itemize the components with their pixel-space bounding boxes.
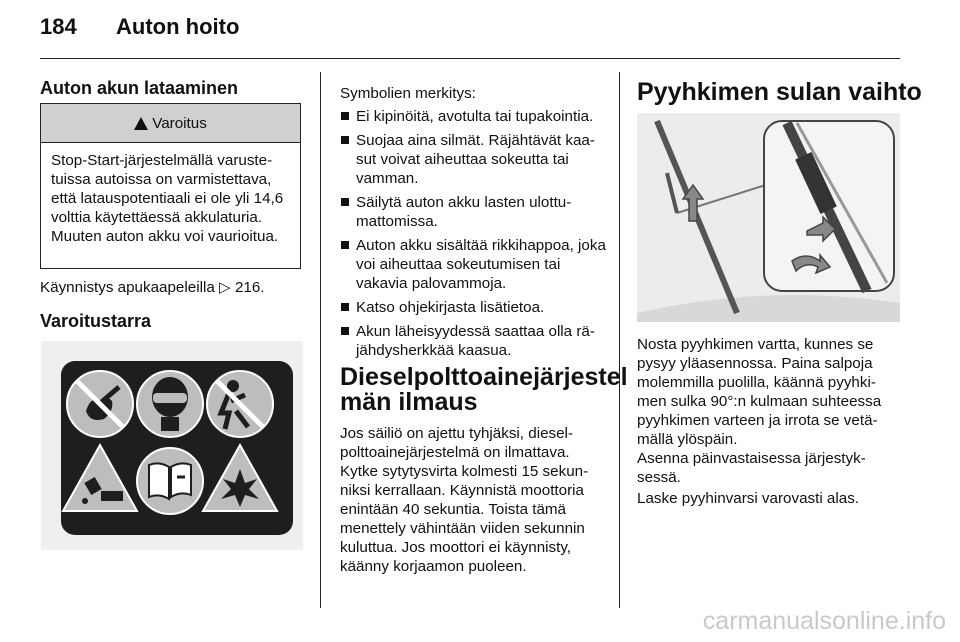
warning-header (41, 104, 300, 143)
diesel-text: Jos säiliö on ajettu tyhjäksi, dieselpolttoainejärjestelmä on ilmattava. Kytke sytytysvirta kolmesti 15 sekunniksi kerrallaan. Käynnistä moottoria enintään 40 sekuntia. Toista tämä menettely vähintään viiden sekunnin kuluttua. Jos moottori ei käynnisty, käänny korjaamon puoleen. (340, 425, 589, 575)
no-fire-icon (67, 371, 133, 437)
battery-charging-heading: Auton akun lataaminen (40, 78, 239, 98)
page-title: Auton hoito (116, 14, 240, 39)
symbols-intro: Symbolien merkitys: (340, 85, 476, 102)
symbols-list (340, 107, 608, 365)
warning-label: Varoitus (152, 114, 207, 132)
warning-triangle-icon (134, 117, 148, 130)
list-item: Katso ohjekirjasta lisätietoa. (340, 298, 608, 317)
list-item: Suojaa aina silmät. Räjähtävät kaasut voivat aiheuttaa sokeutta tai vamman. (340, 131, 608, 188)
list-item: Ei kipinöitä, avotulta tai tupakointia. (340, 107, 608, 126)
list-item: Auton akku sisältää rikkihappoa, joka voi aiheuttaa sokeutumisen tai vakavia palovammoja. (340, 236, 608, 293)
wiper-step-text: Nosta pyyhkimen vartta, kunnes se pysyy yläasennossa. Paina salpoja molemmilla puolilla, käännä pyyhkimen sulka 90°:n kulmaan suhteessa pyyhkimen varteen ja irrota se vetämällä ylöspäin. (637, 336, 882, 448)
wiper-figure (637, 113, 900, 322)
diesel-heading-line2: män ilmaus (340, 388, 478, 416)
page-reference-arrow-icon: ▷ (219, 279, 231, 296)
jumpstart-text: Käynnistys apukaapeleilla (40, 279, 215, 296)
header-divider (40, 58, 900, 59)
battery-warning-sticker (41, 341, 303, 550)
warning-label-figure (41, 341, 303, 550)
eye-protection-icon (137, 371, 203, 437)
jumpstart-page: 216. (234, 279, 265, 296)
keep-children-away-icon (207, 371, 273, 437)
page-number: 184 (40, 14, 77, 39)
wiper-lower-text: Laske pyyhinvarsi varovasti alas. (637, 490, 860, 507)
list-item: Akun läheisyydessä saattaa olla räjähdysherkkää kaasua. (340, 322, 608, 360)
list-item: Säilytä auton akku lasten ulottumattomissa. (340, 193, 608, 231)
warning-label-heading: Varoitustarra (40, 311, 152, 331)
column-divider (320, 72, 321, 608)
warning-box (40, 103, 301, 269)
wiper-heading: Pyyhkimen sulan vaihto (637, 78, 922, 106)
warning-text: Stop-Start-järjestelmällä varustetuissa autoissa on varmistettava, että latauspotentiaali ei ole yli 14,6 volttia käytettäessä akkulaturia. Muuten auton akku voi vaurioitua. (51, 152, 284, 245)
jumpstart-reference (40, 278, 310, 297)
column-divider (619, 72, 620, 608)
wiper-blade-illustration (637, 113, 900, 322)
read-manual-icon (137, 448, 203, 514)
diesel-heading-line1: Dieselpolttoainejärjestel (340, 363, 628, 391)
wiper-install-text: Asenna päinvastaisessa järjestyksessä. (637, 450, 866, 486)
watermark: carmanualsonline.info (702, 607, 946, 635)
